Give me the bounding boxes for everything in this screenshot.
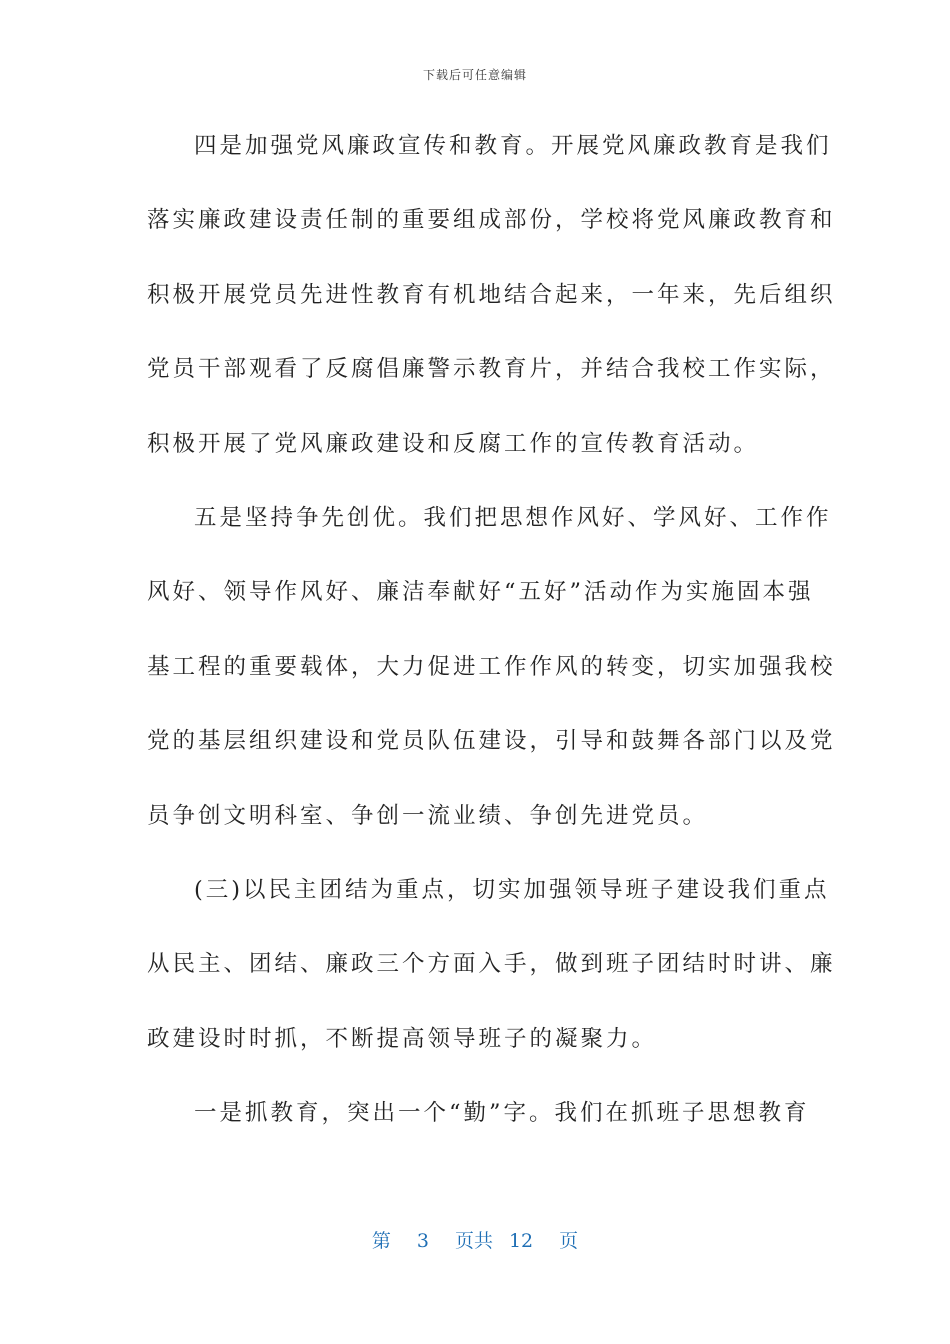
page-footer bbox=[0, 1226, 950, 1253]
document-body bbox=[147, 124, 836, 1165]
footer-prefix: 第 bbox=[371, 1230, 391, 1252]
paragraph-line: 积极开展了党风廉政建设和反腐工作的宣传教育活动。 bbox=[147, 430, 760, 457]
paragraph-line: 一是抓教育，突出一个“勤”字。我们在抓班子思想教育 bbox=[194, 1100, 810, 1127]
footer-suffix: 页 bbox=[559, 1230, 579, 1252]
paragraph-line: (三)以民主团结为重点，切实加强领导班子建设我们重点 bbox=[194, 876, 830, 903]
paragraph-line: 党员干部观看了反腐倡廉警示教育片，并结合我校工作实际， bbox=[147, 356, 836, 383]
paragraph-line: 积极开展党员先进性教育有机地结合起来，一年来，先后组织 bbox=[147, 281, 836, 308]
footer-middle: 页共 bbox=[454, 1230, 493, 1252]
paragraph-line: 风好、领导作风好、廉洁奉献好“五好”活动作为实施固本强 bbox=[147, 579, 814, 606]
total-pages-number: 12 bbox=[508, 1230, 534, 1252]
paragraph-line: 员争创文明科室、争创一流业绩、争创先进党员。 bbox=[147, 802, 709, 829]
paragraph-line: 四是加强党风廉政宣传和教育。开展党风廉政教育是我们 bbox=[194, 133, 832, 159]
paragraph-line: 落实廉政建设责任制的重要组成部份，学校将党风廉政教育和 bbox=[147, 207, 836, 234]
paragraph-line: 党的基层组织建设和党员队伍建设，引导和鼓舞各部门以及党 bbox=[147, 728, 836, 755]
page-header: 下载后可任意编辑 bbox=[422, 68, 527, 82]
current-page-number: 3 bbox=[416, 1230, 429, 1252]
paragraph-line: 政建设时时抓，不断提高领导班子的凝聚力。 bbox=[147, 1025, 658, 1052]
paragraph-line: 从民主、团结、廉政三个方面入手，做到班子团结时时讲、廉 bbox=[147, 951, 836, 978]
paragraph-line: 五是坚持争先创优。我们把思想作风好、学风好、工作作 bbox=[194, 504, 832, 531]
paragraph-line: 基工程的重要载体，大力促进工作作风的转变，切实加强我校 bbox=[147, 653, 836, 680]
